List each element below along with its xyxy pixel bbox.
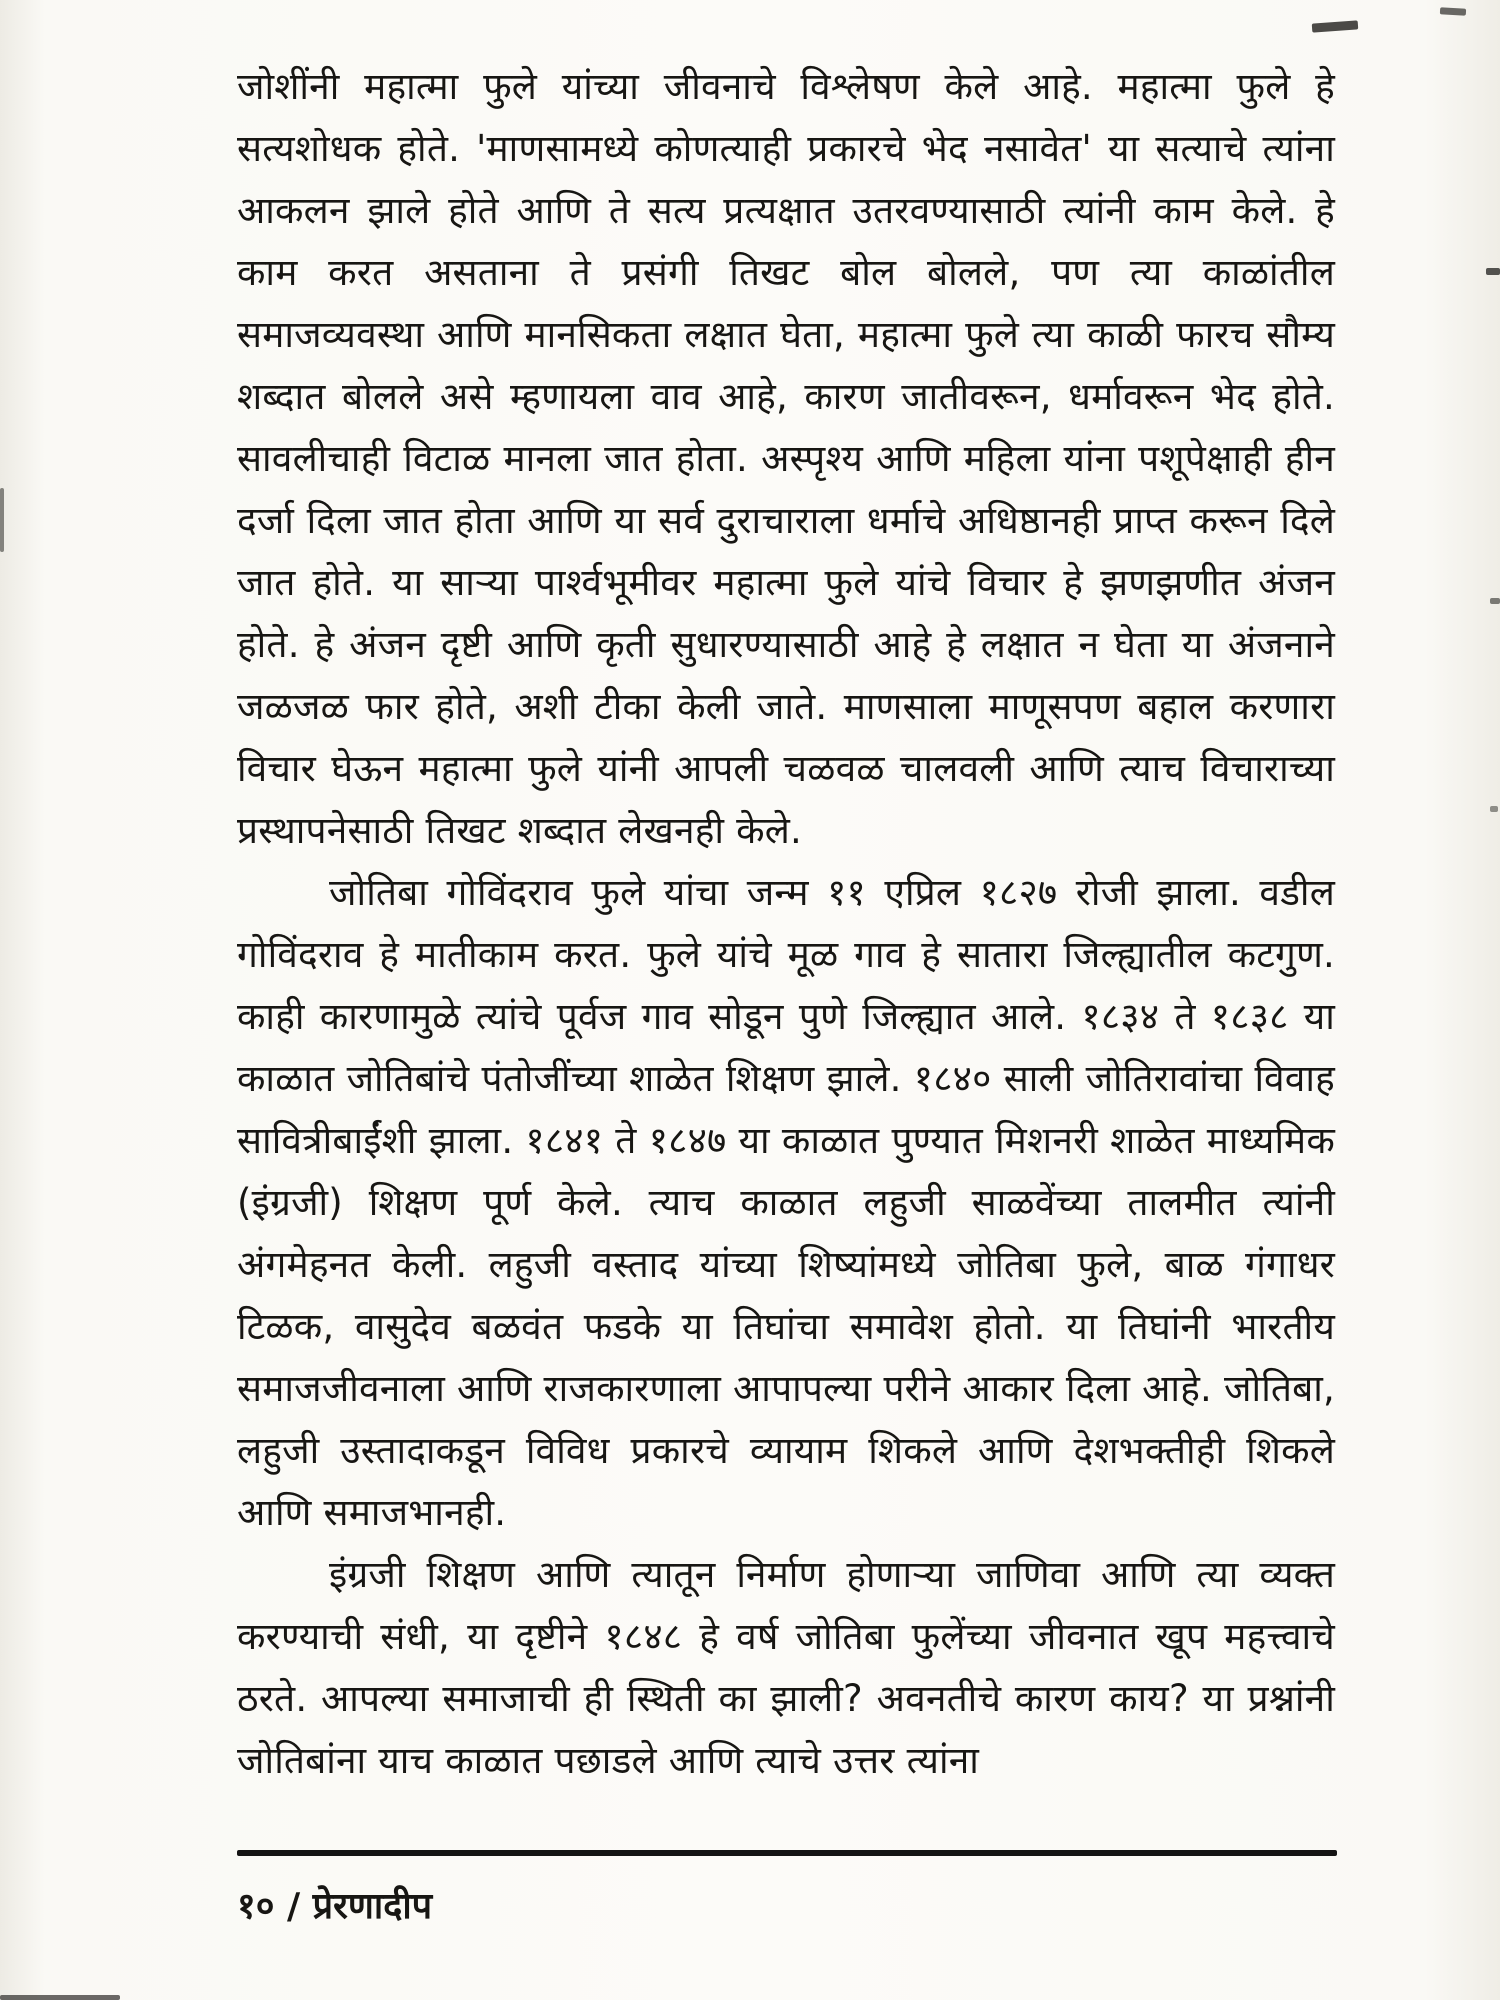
- scan-artifact: [1440, 7, 1466, 15]
- page-footer: [237, 1850, 1337, 1929]
- paragraph-1: जोशींनी महात्मा फुले यांच्या जीवनाचे विश्लेषण केले आहे. महात्मा फुले हे सत्यशोधक होते. 'माणसामध्ये कोणत्याही प्रकारचे भेद नसावेत' या सत्याचे त्यांना आकलन झाले होते आणि ते सत्य प्रत्यक्षात उतरवण्यासाठी त्यांनी काम केले. हे काम करत असताना ते प्रसंगी तिखट बोल बोलले, पण त्या काळांतील समाजव्यवस्था आणि मानसिकता लक्षात घेता, महात्मा फुले त्या काळी फारच सौम्य शब्दात बोलले असे म्हणायला वाव आहे, कारण जातीवरून, धर्मावरून भेद होते. सावलीचाही विटाळ मानला जात होता. अस्पृश्य आणि महिला यांना पशूपेक्षाही हीन दर्जा दिला जात होता आणि या सर्व दुराचाराला धर्माचे अधिष्ठानही प्राप्त करून दिले जात होते. या साऱ्या पार्श्वभूमीवर महात्मा फुले यांचे विचार हे झणझणीत अंजन होते. हे अंजन दृष्टी आणि कृती सुधारण्यासाठी आहे हे लक्षात न घेता या अंजनाने जळजळ फार होते, अशी टीका केली जाते. माणसाला माणूसपण बहाल करणारा विचार घेऊन महात्मा फुले यांनी आपली चळवळ चालवली आणि त्याच विचाराच्या प्रस्थापनेसाठी तिखट शब्दात लेखनही केले.: [237, 65, 1335, 852]
- scan-artifact: [1490, 598, 1500, 604]
- scan-artifact: [1490, 806, 1498, 812]
- scan-artifact: [0, 488, 4, 552]
- scan-artifact: [1312, 20, 1359, 32]
- paragraph-3: इंग्रजी शिक्षण आणि त्यातून निर्माण होणाऱ्या जाणिवा आणि त्या व्यक्त करण्याची संधी, या दृष्टीने १८४८ हे वर्ष जोतिबा फुलेंच्या जीवनात खूप महत्त्वाचे ठरते. आपल्या समाजाची ही स्थिती का झाली? अवनतीचे कारण काय? या प्रश्नांनी जोतिबांना याच काळात पछाडले आणि त्याचे उत्तर त्यांना: [237, 1553, 1335, 1782]
- scan-artifact: [0, 1995, 120, 2000]
- scan-artifact: [1486, 268, 1500, 275]
- page-number-and-title: १० / प्रेरणादीप: [237, 1886, 433, 1927]
- paragraph-2: जोतिबा गोविंदराव फुले यांचा जन्म ११ एप्रिल १८२७ रोजी झाला. वडील गोविंदराव हे मातीकाम करत. फुले यांचे मूळ गाव हे सातारा जिल्ह्यातील कटगुण. काही कारणामुळे त्यांचे पूर्वज गाव सोडून पुणे जिल्ह्यात आले. १८३४ ते १८३८ या काळात जोतिबांचे पंतोजींच्या शाळेत शिक्षण झाले. १८४० साली जोतिरावांचा विवाह सावित्रीबाईंशी झाला. १८४१ ते १८४७ या काळात पुण्यात मिशनरी शाळेत माध्यमिक (इंग्रजी) शिक्षण पूर्ण केले. त्याच काळात लहुजी साळवेंच्या तालमीत त्यांनी अंगमेहनत केली. लहुजी वस्ताद यांच्या शिष्यांमध्ये जोतिबा फुले, बाळ गंगाधर टिळक, वासुदेव बळवंत फडके या तिघांचा समावेश होतो. या तिघांनी भारतीय समाजजीवनाला आणि राजकारणाला आपापल्या परीने आकार दिला आहे. जोतिबा, लहुजी उस्तादाकडून विविध प्रकारचे व्यायाम शिकले आणि देशभक्तीही शिकले आणि समाजभानही.: [237, 871, 1335, 1534]
- page-text: [237, 56, 1335, 1792]
- footer-rule: [237, 1850, 1337, 1856]
